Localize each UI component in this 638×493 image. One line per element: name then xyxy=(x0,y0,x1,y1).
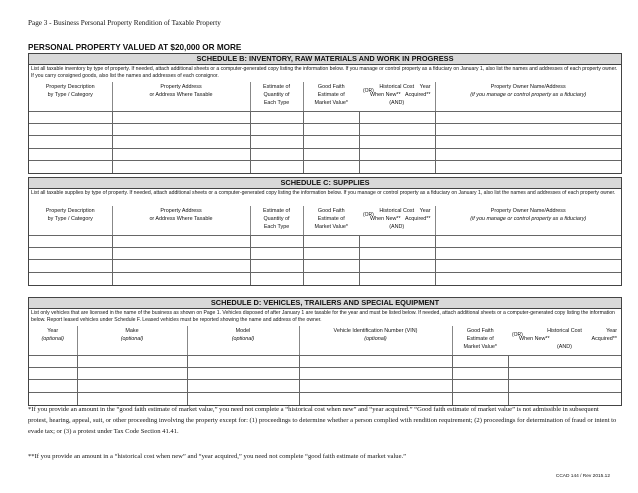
col-good-faith: Good Faith Estimate of Market Value* xyxy=(303,206,359,235)
col-year: Year (optional) xyxy=(29,326,77,355)
col-property-description: Property Description by Type / Category xyxy=(29,82,112,111)
schedule-d-table xyxy=(29,326,621,405)
table-row xyxy=(29,380,621,392)
schedule-d-title: SCHEDULE D: VEHICLES, TRAILERS AND SPECIAL EQUIPMENT xyxy=(29,298,621,309)
table-row xyxy=(29,247,621,259)
table-row xyxy=(29,136,621,148)
col-property-address: Property Address or Address Where Taxable xyxy=(112,82,250,111)
table-row xyxy=(29,355,621,367)
col-make: Make (optional) xyxy=(77,326,187,355)
schedule-b-title: SCHEDULE B: INVENTORY, RAW MATERIALS AND WORK IN PROGRESS xyxy=(29,54,621,65)
footnote-good-faith: *If you provide an amount in the “good faith estimate of market value,” you need not complete a “historical cost when new” and “year acquired.” “Good faith estimate of market value” is not admissible in subsequent protest, hearing, appeal, suit, or other proceeding involving the property except for: (1) proceedings to determine whether a person complied with rendition requirement; (2) proceedings for determination of fraud or intent to evade tax; or (3) a protest under Tax Code Section 41.41. xyxy=(28,406,617,435)
table-row xyxy=(29,367,621,379)
schedule-c-table xyxy=(29,206,621,285)
col-good-faith: Good Faith Estimate of Market Value* xyxy=(303,82,359,111)
schedule-b xyxy=(28,53,622,174)
form-number: CCAD 144 / Rev 2015.12 xyxy=(555,474,610,479)
page-header: Page 3 - Business Personal Property Rendition of Taxable Property xyxy=(28,19,221,27)
or-label: (OR) xyxy=(512,332,523,338)
schedule-b-instructions: List all taxable inventory by type of property. If needed, attach additional sheets or a computer-generated copy listing the information below. If you manage or control property as a fiduciary on January 1, also list the names and addresses of each property owner. If you carry consigned goods, also list the names and addresses of each consignor. xyxy=(31,66,618,79)
col-quantity: Estimate of Quantity of Each Type xyxy=(250,82,303,111)
table-row xyxy=(29,148,621,160)
table-row xyxy=(29,260,621,272)
schedule-c-instructions: List all taxable supplies by type of property. If needed, attach additional sheets or a computer-generated copy listing the information below. If you manage or control property as a fiduciary on January 1, also list the names and addresses of each property owner. xyxy=(31,190,616,196)
or-label: (OR) xyxy=(363,88,374,94)
footnote-historical-cost: **If you provide an amount in a “historical cost when new” and “year acquired,” you need not complete “good faith estimate of market value.” xyxy=(28,453,407,460)
col-historical-cost-year: (OR) Historical Cost Year When New** Acquired** (AND) xyxy=(359,206,435,235)
table-row xyxy=(29,123,621,135)
section-title: PERSONAL PROPERTY VALUED AT $20,000 OR MORE xyxy=(28,43,242,52)
schedule-d xyxy=(28,297,622,406)
schedule-c xyxy=(28,177,622,286)
col-vin: Vehicle Identification Number (VIN) (optional) xyxy=(299,326,452,355)
col-good-faith: Good Faith Estimate of Market Value* xyxy=(452,326,508,355)
table-row xyxy=(29,235,621,247)
or-label: (OR) xyxy=(363,212,374,218)
table-row xyxy=(29,392,621,404)
col-owner: Property Owner Name/Address (if you manage or control property as a fiduciary) xyxy=(435,206,621,235)
and-label: (AND) xyxy=(389,224,405,230)
col-property-address: Property Address or Address Where Taxable xyxy=(112,206,250,235)
and-label: (AND) xyxy=(389,100,405,106)
table-row xyxy=(29,272,621,284)
col-historical-cost-year: (OR) Historical Cost Year When New** Acquired** (AND) xyxy=(359,82,435,111)
and-label: (AND) xyxy=(557,344,572,350)
schedule-c-title: SCHEDULE C: SUPPLIES xyxy=(29,178,621,189)
schedule-d-instructions: List only vehicles that are licensed in the name of the business as shown on Page 1. Vehicles disposed of after January 1 are taxable for the year and must be listed below. If needed, attach additional sheets or a computer-generated copy listing the information below. Report leased vehicles under Schedule F. Leased vehicles must be reported showing the name and address of the owner. xyxy=(31,310,615,323)
col-property-description: Property Description by Type / Category xyxy=(29,206,112,235)
col-owner: Property Owner Name/Address (if you manage or control property as a fiduciary) xyxy=(435,82,621,111)
col-model: Model (optional) xyxy=(187,326,299,355)
table-row xyxy=(29,111,621,123)
table-row xyxy=(29,161,621,173)
col-historical-cost-year: (OR) Historical Cost Year When New** Acquired** (AND) xyxy=(508,326,621,355)
col-quantity: Estimate of Quantity of Each Type xyxy=(250,206,303,235)
schedule-b-table xyxy=(29,82,621,173)
